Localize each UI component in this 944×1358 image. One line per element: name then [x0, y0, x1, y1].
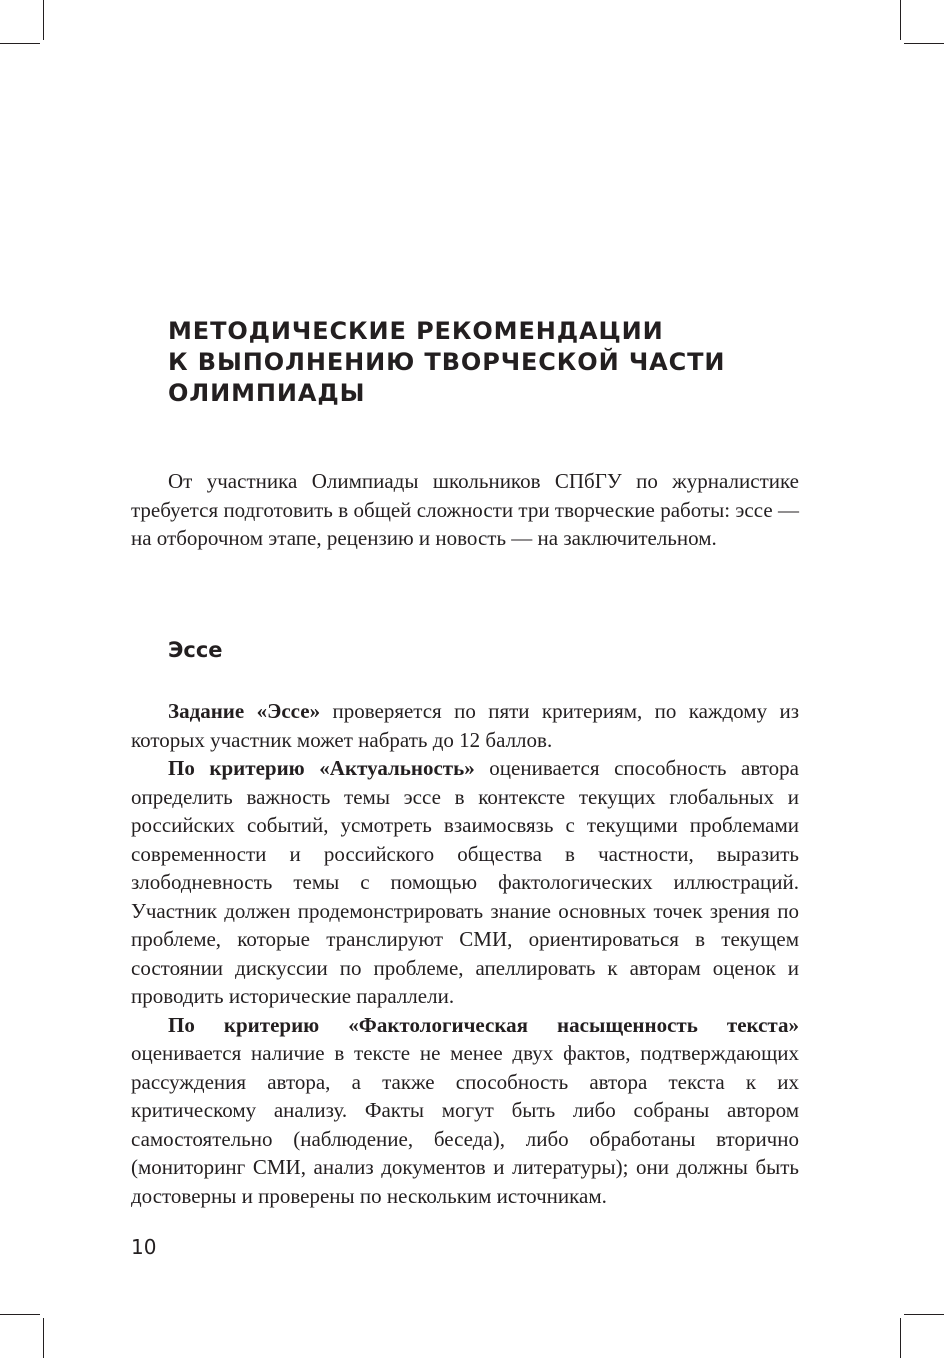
paragraph-lead: Задание «Эссе» — [168, 699, 321, 723]
crop-mark-bottom-left-vertical — [43, 1318, 44, 1358]
page-number: 10 — [131, 1235, 157, 1259]
crop-mark-top-left-horizontal — [0, 43, 40, 44]
crop-mark-top-right-horizontal — [904, 43, 944, 44]
intro-block — [131, 467, 799, 553]
section-heading-essay: Эссе — [168, 638, 223, 662]
crop-mark-top-right-vertical — [900, 0, 901, 40]
paragraph-lead: По критерию «Фактологическая насыщенность текста» — [168, 1012, 799, 1037]
paragraph-text: проверяется по пяти критериям, по каждому из которых участник может набрать до 12 баллов. — [131, 699, 799, 752]
title-line: МЕТОДИЧЕСКИЕ РЕКОМЕНДАЦИИ — [168, 317, 664, 345]
essay-criteria-block — [131, 697, 799, 1210]
page-title — [168, 316, 808, 409]
paragraph-text: оценивается наличие в тексте не менее двух фактов, подтверждающих рассуждения автора, а также способность автора текста к их критическому анализу. Факты могут быть либо собраны автором самостоятельно (наблюдение, беседа), либо обработаны вторично (мониторинг СМИ, анализ документов и литературы); они должны быть достоверны и проверены по нескольким источникам. — [131, 1041, 799, 1208]
crop-mark-bottom-right-horizontal — [904, 1314, 944, 1315]
relevance-criterion-paragraph — [131, 754, 799, 1011]
crop-mark-top-left-vertical — [43, 0, 44, 40]
essay-task-paragraph — [131, 697, 799, 754]
paragraph-lead: По критерию «Актуальность» — [168, 756, 475, 780]
title-line: ОЛИМПИАДЫ — [168, 379, 366, 407]
factual-richness-criterion-paragraph — [131, 1011, 799, 1211]
intro-paragraph: От участника Олимпиады школьников СПбГУ по журналистике требуется подготовить в общей сложности три творческие работы: эссе — на отборочном этапе, рецензию и новость — на заключительном. — [131, 469, 799, 550]
paragraph-text: оценивается способность автора определить важность темы эссе в контексте текущих глобальных и российских событий, усмотреть взаимосвязь с текущими проблемами современности и российского общества в частности, выразить злободневность темы с помощью фактологических иллюстраций. Участник должен продемонстрировать знание основных точек зрения по проблеме, которые транслируют СМИ, ориентироваться в текущем состоянии дискуссии по проблеме, апеллировать к авторам оценок и проводить исторические параллели. — [131, 756, 799, 1008]
crop-mark-bottom-left-horizontal — [0, 1314, 40, 1315]
title-line: К ВЫПОЛНЕНИЮ ТВОРЧЕСКОЙ ЧАСТИ — [168, 348, 726, 376]
crop-mark-bottom-right-vertical — [900, 1318, 901, 1358]
